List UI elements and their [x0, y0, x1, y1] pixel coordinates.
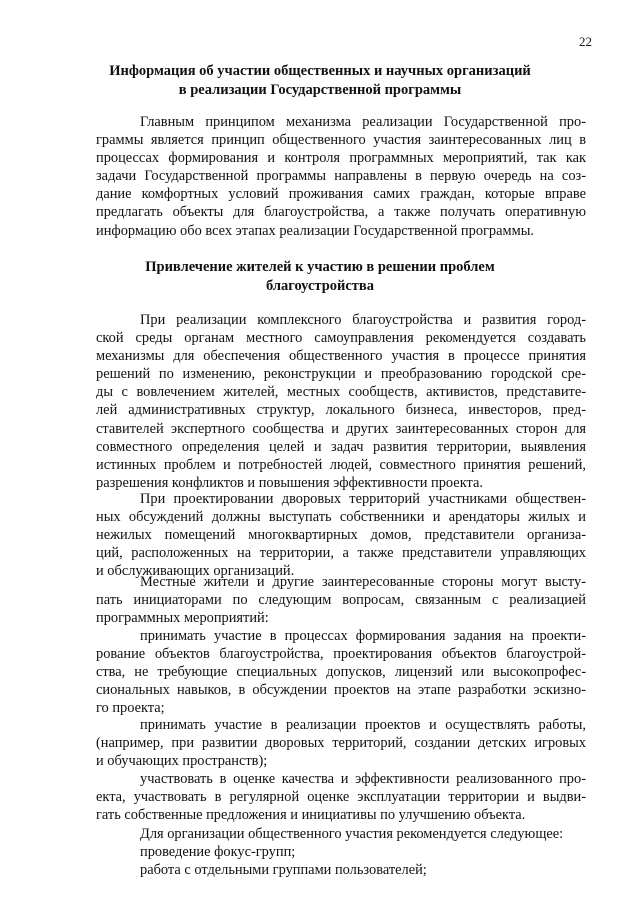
text-line: совместного определения целей и задач развития территории, выявления: [96, 438, 586, 455]
text-line: принимать участие в процессах формирования задания на проекти-: [140, 628, 586, 644]
text-line: При проектировании дворовых территорий участниками обществен-: [140, 491, 586, 507]
text-line: работа с отдельными группами пользователей;: [140, 862, 427, 879]
title-line: Информация об участии общественных и научных организаций: [109, 63, 531, 79]
text-line: процессах формирования и контроля программных мероприятий, так как: [96, 150, 586, 167]
text-line: ства, не требующие специальных допусков, лицензий или высокопрофес-: [96, 664, 586, 681]
text-line: сиональных навыков, в обсуждении проектов на этапе разработки эскизно-: [96, 682, 586, 699]
text-line: ставителей экспертного сообщества и других заинтересованных сторон для: [96, 420, 586, 437]
list-item-implementation: [96, 716, 586, 770]
text-line: информацию обо всех этапах реализации Государственной программы.: [96, 222, 534, 239]
text-line: истинных проблем и потребностей людей, совместного принятия решений,: [96, 456, 586, 473]
paragraph-participants: [96, 490, 586, 580]
text-line: решений по изменению, реконструкции и преобразованию городской сре-: [96, 366, 586, 383]
text-line: и обслуживающих организаций.: [96, 563, 295, 580]
text-line: граммы является принцип общественного участия заинтересованных лиц в: [96, 132, 586, 149]
text-line: ций, расположенных на территории, а также представители управляющих: [96, 545, 586, 562]
text-line: рование объектов благоустройства, проектирования объектов благоустрой-: [96, 646, 586, 663]
paragraph-recommendations: [96, 825, 586, 879]
text-line: и обучающих пространств);: [96, 753, 268, 770]
text-line: механизмы для обеспечения общественного участия в процессе принятия: [96, 348, 586, 365]
text-line: Главным принципом механизма реализации Государственной про-: [140, 114, 586, 130]
text-line: предлагать объекты для благоустройства, а также получать оперативную: [96, 204, 586, 221]
text-line: задачи Государственной программы направлены в первую очередь на соз-: [96, 168, 586, 185]
text-line: программных мероприятий:: [96, 610, 269, 627]
title-line: благоустройства: [265, 278, 375, 294]
title-line: в реализации Государственной программы: [178, 82, 462, 98]
section-title-organizations: [96, 62, 544, 100]
text-line: принимать участие в реализации проектов и осуществлять работы,: [140, 717, 586, 733]
text-line: (например, при развитии дворовых территорий, создании детских игровых: [96, 735, 586, 752]
text-line: лей административных структур, локального бизнеса, инвесторов, пред-: [96, 402, 586, 419]
paragraph-principle: [96, 113, 586, 240]
list-item-evaluation: [96, 770, 586, 824]
text-line: участвовать в оценке качества и эффективности реализованного про-: [140, 771, 586, 787]
text-line: При реализации комплексного благоустройства и развития город-: [140, 312, 586, 328]
list-item-design-participation: [96, 627, 586, 717]
text-line: ды с вовлечением жителей, местных сообществ, активистов, представите-: [96, 384, 586, 401]
section-title-residents: [96, 258, 544, 296]
text-line: гать собственные предложения и инициативы по улучшению объекта.: [96, 807, 526, 824]
text-line: разрешения конфликтов и повышения эффективности проекта.: [96, 474, 483, 491]
text-line: дание комфортных условий проживания самих граждан, которые вправе: [96, 186, 586, 203]
text-line: Местные жители и другие заинтересованные стороны могут высту-: [140, 574, 586, 590]
text-line: ской среды органам местного самоуправления рекомендуется создавать: [96, 330, 586, 347]
text-line: пать инициаторами по следующим вопросам, связанным с реализацией: [96, 592, 586, 609]
page-number: 22: [579, 34, 592, 49]
text-line: го проекта;: [96, 700, 165, 717]
text-line: ных обсуждений должны выступать собственники и арендаторы жилых и: [96, 509, 586, 526]
text-line: екта, участвовать в регулярной оценке эксплуатации территории и выдви-: [96, 789, 586, 806]
paragraph-mechanisms: [96, 311, 586, 492]
paragraph-initiators: [96, 573, 586, 627]
text-line: проведение фокус-групп;: [140, 844, 296, 861]
text-line: нежилых помещений многоквартирных домов, представители организа-: [96, 527, 586, 544]
text-line: Для организации общественного участия рекомендуется следующее:: [140, 826, 564, 842]
title-line: Привлечение жителей к участию в решении проблем: [145, 259, 495, 275]
